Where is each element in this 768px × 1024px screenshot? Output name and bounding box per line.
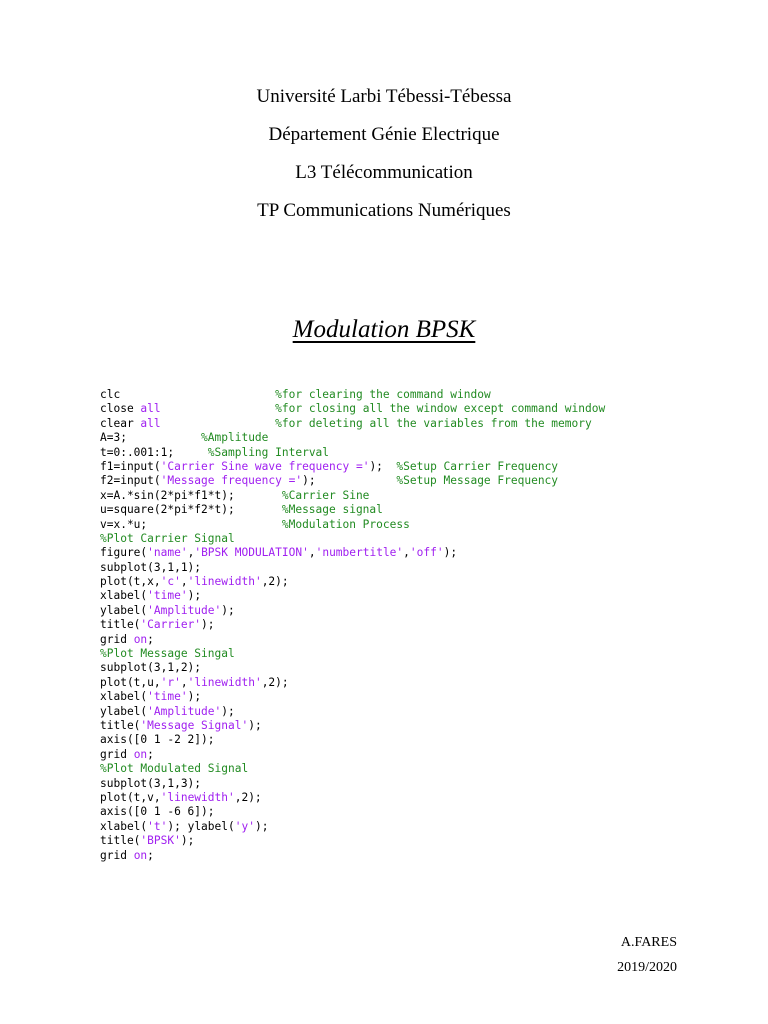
code-line <box>100 676 605 690</box>
code-line <box>100 820 605 834</box>
code-text: ; <box>147 632 154 646</box>
author-name: A.FARES <box>620 935 677 950</box>
code-string: on <box>133 848 148 862</box>
code-line <box>100 690 605 704</box>
code-text: ); <box>201 618 215 632</box>
code-line <box>100 561 605 575</box>
code-line <box>100 489 605 503</box>
code-text: title( <box>100 618 141 632</box>
code-text: , <box>308 546 316 560</box>
code-text: , <box>403 546 410 560</box>
code-comment: %Setup Carrier Frequency <box>396 459 559 473</box>
code-text <box>161 402 276 415</box>
code-comment: %Amplitude <box>201 431 269 445</box>
code-string: 'r' <box>160 675 181 689</box>
code-string: 'c' <box>160 575 181 589</box>
code-comment: %for deleting all the variables from the memory <box>275 416 592 430</box>
code-text: ,2); <box>234 790 262 804</box>
code-text: close <box>100 402 141 416</box>
code-line <box>100 661 605 675</box>
code-string: 'name' <box>147 546 188 560</box>
code-line <box>100 460 605 474</box>
code-text: t=0:.001:1; <box>100 445 208 459</box>
code-text: ); <box>254 819 269 833</box>
code-text: ); <box>248 718 262 732</box>
code-line <box>100 748 605 762</box>
code-text: ); <box>187 589 202 603</box>
code-string: 'off' <box>409 546 444 560</box>
university-name: Université Larbi Tébessi-Tébessa <box>256 86 512 107</box>
code-text: axis([0 1 -2 2]); <box>100 733 215 747</box>
code-string: 'Message frequency =' <box>160 474 303 488</box>
code-string: 'BPSK MODULATION' <box>194 546 309 560</box>
code-text: title( <box>100 834 141 848</box>
code-text: , <box>180 575 188 589</box>
code-comment: %for clearing the command window <box>275 388 491 401</box>
code-text: plot(t,x, <box>100 575 161 589</box>
code-line <box>100 446 605 460</box>
code-text: u=square(2*pi*f2*t); <box>100 503 282 517</box>
code-text: f2=input( <box>100 474 161 488</box>
code-comment: %for closing all the window except command window <box>275 402 606 416</box>
code-text: xlabel( <box>100 819 148 833</box>
code-comment: %Sampling Interval <box>207 445 330 459</box>
level-name: L3 Télécommunication <box>295 162 473 183</box>
code-string: 'linewidth' <box>187 675 262 689</box>
code-string: on <box>133 632 148 646</box>
code-string: 'Carrier Sine wave frequency =' <box>160 459 370 473</box>
code-line <box>100 589 605 603</box>
code-text: ); <box>443 546 458 560</box>
code-text: title( <box>100 718 141 732</box>
code-text: subplot(3,1,1); <box>100 560 202 574</box>
code-text: grid <box>100 747 134 761</box>
code-string: all <box>140 402 161 416</box>
code-text: grid <box>100 848 134 862</box>
code-line <box>100 805 605 819</box>
code-string: 'time' <box>147 589 188 603</box>
code-line <box>100 834 605 848</box>
code-string: on <box>133 747 148 761</box>
code-text: figure( <box>100 546 148 560</box>
code-text: ); <box>180 834 195 848</box>
code-line <box>100 733 605 747</box>
code-string: 'Carrier' <box>140 618 202 632</box>
code-text: ); <box>221 704 235 718</box>
code-string: 'y' <box>234 819 255 833</box>
code-line <box>100 705 605 719</box>
code-line <box>100 575 605 589</box>
code-string: 'linewidth' <box>187 575 262 589</box>
code-line <box>100 849 605 863</box>
code-line <box>100 474 605 488</box>
code-line <box>100 719 605 733</box>
code-text: ylabel( <box>100 603 148 617</box>
code-comment: %Modulation Process <box>281 517 410 531</box>
code-text: clear <box>100 416 141 430</box>
code-line <box>100 777 605 791</box>
code-string: 'numbertitle' <box>315 546 404 560</box>
code-text: subplot(3,1,3); <box>100 776 202 790</box>
code-text: grid <box>100 632 134 646</box>
code-text: xlabel( <box>100 690 148 704</box>
code-text: subplot(3,1,2); <box>100 661 202 675</box>
code-text <box>161 417 276 430</box>
code-text: ); <box>187 690 202 704</box>
code-string: all <box>140 416 161 430</box>
code-text: ; <box>147 848 154 862</box>
code-string: 'Amplitude' <box>147 704 222 718</box>
code-line <box>100 388 605 402</box>
code-text: plot(t,u, <box>100 675 161 689</box>
code-text: ,2); <box>261 575 289 589</box>
code-line <box>100 431 605 445</box>
code-line <box>100 762 605 776</box>
academic-year: 2019/2020 <box>617 960 677 975</box>
code-line <box>100 604 605 618</box>
code-line <box>100 633 605 647</box>
code-comment: %Setup Message Frequency <box>396 474 559 488</box>
code-string: 'BPSK' <box>140 834 181 848</box>
code-string: 'linewidth' <box>160 790 235 804</box>
code-text: ); <box>369 459 397 473</box>
document-title: Modulation BPSK <box>292 316 476 343</box>
department-name: Département Génie Electrique <box>268 124 500 145</box>
code-line <box>100 647 605 661</box>
code-text: x=A.*sin(2*pi*f1*t); <box>100 488 282 502</box>
code-line <box>100 618 605 632</box>
code-line <box>100 518 605 532</box>
code-text: plot(t,v, <box>100 790 161 804</box>
code-text: ); ylabel( <box>167 819 235 833</box>
code-line <box>100 532 605 546</box>
code-string: 't' <box>147 819 168 833</box>
code-text: ); <box>302 474 397 488</box>
code-text: axis([0 1 -6 6]); <box>100 805 215 819</box>
code-line <box>100 546 605 560</box>
code-line <box>100 791 605 805</box>
code-text: xlabel( <box>100 589 148 603</box>
code-text: f1=input( <box>100 459 161 473</box>
code-text: clc <box>100 388 121 401</box>
code-listing <box>100 388 605 863</box>
code-comment: %Plot Modulated Signal <box>100 762 249 776</box>
code-string: 'Message Signal' <box>140 718 249 732</box>
code-text: , <box>187 546 195 560</box>
code-comment: %Message signal <box>281 503 383 517</box>
code-text: ; <box>147 747 154 761</box>
code-text: A=3; <box>100 431 202 445</box>
code-text: , <box>180 675 188 689</box>
code-line <box>100 402 605 416</box>
course-name: TP Communications Numériques <box>257 200 511 221</box>
code-comment: %Plot Carrier Signal <box>100 531 235 545</box>
code-string: 'Amplitude' <box>147 603 222 617</box>
code-comment: %Carrier Sine <box>281 488 370 502</box>
code-string: 'time' <box>147 690 188 704</box>
code-text: v=x.*u; <box>100 517 282 531</box>
code-comment: %Plot Message Singal <box>100 647 235 661</box>
code-text: ); <box>221 603 235 617</box>
code-line <box>100 417 605 431</box>
code-text: ylabel( <box>100 704 148 718</box>
code-text <box>120 388 275 401</box>
code-line <box>100 503 605 517</box>
code-text: ,2); <box>261 675 289 689</box>
